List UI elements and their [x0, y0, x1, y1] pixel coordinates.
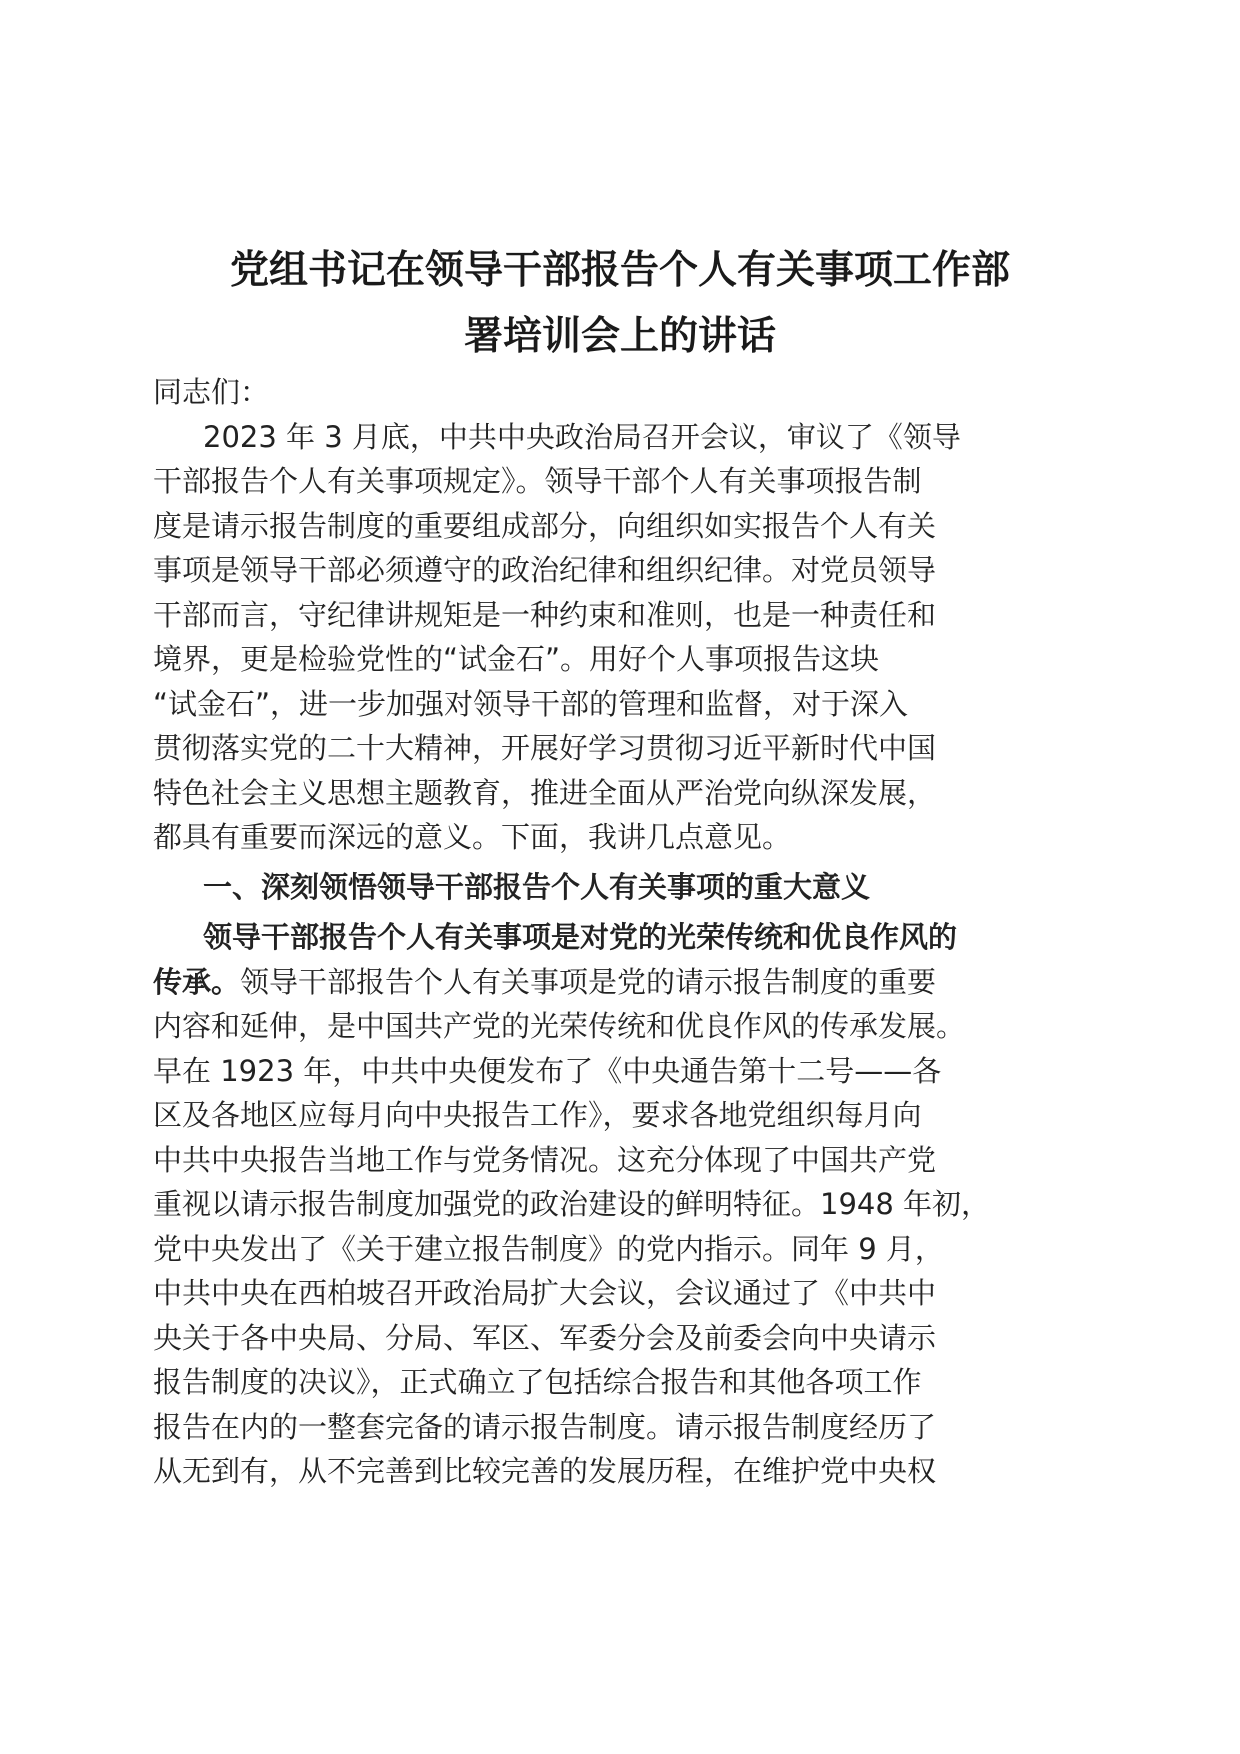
title-line-2: 署培训会上的讲话: [463, 314, 776, 359]
paragraph-2-line: 区及各地区应每月向中央报告工作》，要求各地党组织每月向: [153, 1098, 922, 1132]
paragraph-1: [153, 415, 1103, 860]
document-body: [153, 370, 1103, 1494]
paragraph-1-line: “试金石”，进一步加强对领导干部的管理和监督，对于深入: [153, 686, 909, 721]
paragraph-1-line: 事项是领导干部必须遵守的政治纪律和组织纪律。对党员领导: [153, 553, 937, 587]
paragraph-2-line: 党中央发出了《关于建立报告制度》的党内指示。同年 9 月，: [153, 1231, 944, 1266]
paragraph-2-bold-lead-end: 传承。: [153, 964, 241, 999]
paragraph-1-line: 2023 年 3 月底，中共中央政治局召开会议，审议了《领导: [203, 419, 961, 454]
salutation: 同志们：: [153, 375, 270, 409]
paragraph-2: [153, 915, 1103, 1494]
paragraph-1-line: 贯彻落实党的二十大精神，开展好学习贯彻习近平新时代中国: [153, 731, 937, 765]
paragraph-1-line: 干部而言，守纪律讲规矩是一种约束和准则，也是一种责任和: [153, 597, 937, 632]
paragraph-2-line: 报告在内的一整套完备的请示报告制度。请示报告制度经历了: [153, 1409, 937, 1444]
section-heading-1: 一、深刻领悟领导干部报告个人有关事项的重大意义: [203, 869, 871, 904]
document-title: [140, 238, 1100, 370]
paragraph-1-line: 干部报告个人有关事项规定》。领导干部个人有关事项报告制: [153, 464, 922, 498]
paragraph-2-line: 重视以请示报告制度加强党的政治建设的鲜明特征。1948 年初，: [153, 1187, 991, 1221]
paragraph-2-line: 报告制度的决议》，正式确立了包括综合报告和其他各项工作: [153, 1365, 922, 1399]
paragraph-1-line: 特色社会主义思想主题教育，推进全面从严治党向纵深发展，: [153, 775, 937, 810]
paragraph-2-line: [153, 960, 1103, 1005]
paragraph-1-line: 都具有重要而深远的意义。下面，我讲几点意见。: [153, 820, 792, 854]
title-line-1: 党组书记在领导干部报告个人有关事项工作部: [229, 248, 1010, 293]
paragraph-1-line: 境界，更是检验党性的“试金石”。用好个人事项报告这块: [153, 642, 880, 676]
paragraph-2-line: 中共中央报告当地工作与党务情况。这充分体现了中国共产党: [153, 1142, 937, 1177]
paragraph-2-line: 从无到有，从不完善到比较完善的发展历程，在维护党中央权: [153, 1454, 937, 1488]
paragraph-2-line: 中共中央在西柏坡召开政治局扩大会议，会议通过了《中共中: [153, 1276, 937, 1310]
paragraph-2-line: 内容和延伸，是中国共产党的光荣传统和优良作风的传承发展。: [153, 1009, 966, 1043]
paragraph-2-line: 早在 1923 年，中共中央便发布了《中央通告第十二号——各: [153, 1053, 942, 1088]
paragraph-2-line: 央关于各中央局、分局、军区、军委分会及前委会向中央请示: [153, 1320, 937, 1355]
paragraph-1-line: 度是请示报告制度的重要组成部分，向组织如实报告个人有关: [153, 508, 937, 543]
paragraph-2-bold-lead: 领导干部报告个人有关事项是对党的光荣传统和优良作风的: [203, 920, 958, 954]
paragraph-2-line-rest: 领导干部报告个人有关事项是党的请示报告制度的重要: [240, 964, 937, 999]
